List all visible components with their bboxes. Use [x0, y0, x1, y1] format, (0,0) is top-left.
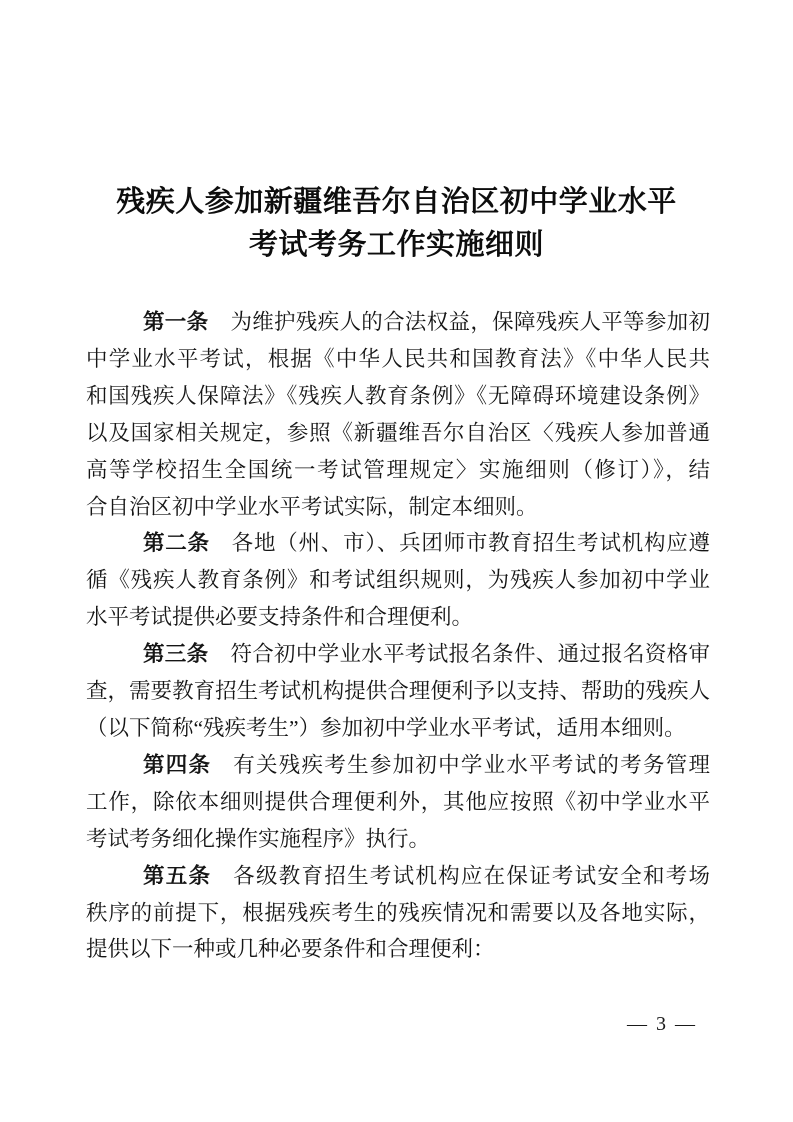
- title-line-2: 考试考务工作实施细则: [248, 229, 544, 261]
- paragraph-line: 以及国家相关规定，参照《新疆维吾尔自治区〈残疾人参加普通: [86, 420, 710, 445]
- paragraph-first-line: 第四条 有关残疾考生参加初中学业水平考试的考务管理: [143, 752, 710, 777]
- paragraph-line: 高等学校招生全国统一考试管理规定〉实施细则（修订）》，结: [86, 457, 710, 482]
- paragraph-line: 和国残疾人保障法》《残疾人教育条例》《无障碍环境建设条例》: [86, 383, 710, 408]
- paragraph-line: 提供以下一种或几种必要条件和合理便利：: [86, 937, 495, 962]
- article-number-label: 第三条: [143, 642, 209, 667]
- article-number-label: 第二条: [143, 531, 210, 556]
- paragraph-first-line: 第一条 为维护残疾人的合法权益，保障残疾人平等参加初: [143, 310, 710, 334]
- paragraph-first-line: 第五条 各级教育招生考试机构应在保证考试安全和考场: [143, 863, 710, 888]
- article-number-label: 第一条: [143, 310, 209, 334]
- article-number-label: 第五条: [143, 863, 212, 888]
- document-body: [86, 304, 710, 968]
- paragraph-line: 考试考务细化操作实施程序》执行。: [86, 826, 431, 851]
- paragraph-line: 工作，除依本细则提供合理便利外，其他应按照《初中学业水平: [86, 789, 710, 814]
- paragraph-line: 秩序的前提下，根据残疾考生的残疾情况和需要以及各地实际，: [86, 900, 710, 925]
- paragraph-line: 中学业水平考试，根据《中华人民共和国教育法》《中华人民共: [86, 346, 710, 371]
- paragraph-line: 合自治区初中学业水平考试实际，制定本细则。: [86, 494, 538, 519]
- page-number: — 3 —: [627, 1013, 697, 1035]
- paragraph-first-line: 第二条 各地（州、市）、兵团师市教育招生考试机构应遵: [143, 531, 710, 556]
- title-line-1: 残疾人参加新疆维吾尔自治区初中学业水平: [116, 186, 677, 218]
- paragraph-line: （以下简称“残疾考生”）参加初中学业水平考试，适用本细则。: [86, 715, 686, 740]
- article-number-label: 第四条: [143, 752, 212, 777]
- paragraph-line: 循《残疾人教育条例》和考试组织规则，为残疾人参加初中学业: [86, 568, 710, 593]
- paragraph-first-line: 第三条 符合初中学业水平考试报名条件、通过报名资格审: [143, 642, 710, 667]
- document-title: [0, 181, 793, 267]
- paragraph-line: 水平考试提供必要支持条件和合理便利。: [86, 605, 474, 630]
- paragraph-line: 查，需要教育招生考试机构提供合理便利予以支持、帮助的残疾人: [86, 679, 710, 704]
